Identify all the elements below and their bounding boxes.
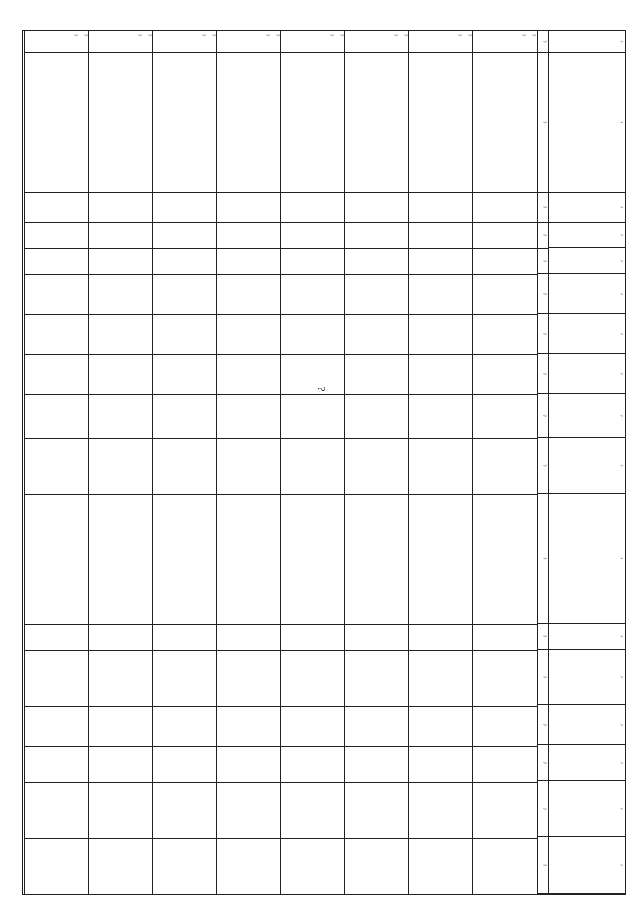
column-divider xyxy=(89,354,153,355)
column-divider xyxy=(153,222,217,223)
column-number-cell: ? xyxy=(538,53,548,193)
column-divider xyxy=(25,52,89,53)
column-divider xyxy=(153,314,217,315)
capital-repair-table xyxy=(22,30,626,895)
column-divider xyxy=(25,706,89,707)
column-divider xyxy=(409,314,473,315)
column-divider xyxy=(217,438,281,439)
column-divider xyxy=(89,394,153,395)
column-number-cell: ? xyxy=(538,745,548,781)
column-number-cell: ? xyxy=(538,31,548,53)
column-divider xyxy=(281,838,345,839)
column-divider xyxy=(345,438,409,439)
header-cell: ? xyxy=(549,745,625,781)
row-group-subtitle: ? xyxy=(200,34,205,37)
column-divider xyxy=(89,650,153,651)
table-row-group xyxy=(216,31,281,894)
table-header-row xyxy=(548,31,625,894)
column-divider xyxy=(153,274,217,275)
column-divider xyxy=(25,438,89,439)
table-row-group xyxy=(24,31,89,894)
column-number-cell: ? xyxy=(538,438,548,494)
column-divider xyxy=(281,746,345,747)
column-divider xyxy=(473,494,537,495)
column-divider xyxy=(153,354,217,355)
column-divider xyxy=(409,438,473,439)
table-column-number-row xyxy=(537,31,548,894)
column-divider xyxy=(25,354,89,355)
column-divider xyxy=(345,248,409,249)
column-divider xyxy=(345,192,409,193)
column-divider xyxy=(217,314,281,315)
header-cell: ? xyxy=(549,274,625,314)
column-divider xyxy=(89,706,153,707)
column-divider xyxy=(89,248,153,249)
column-divider xyxy=(409,394,473,395)
column-divider xyxy=(217,782,281,783)
column-number-cell: ? xyxy=(538,494,548,624)
column-divider xyxy=(25,314,89,315)
column-divider xyxy=(153,838,217,839)
column-number-cell: ? xyxy=(538,314,548,354)
column-divider xyxy=(473,650,537,651)
header-cell: ? xyxy=(549,781,625,837)
header-cell: ? xyxy=(549,314,625,354)
column-divider xyxy=(89,222,153,223)
column-divider xyxy=(153,248,217,249)
column-divider xyxy=(217,650,281,651)
column-divider xyxy=(217,274,281,275)
column-divider xyxy=(89,274,153,275)
column-divider xyxy=(153,192,217,193)
column-divider xyxy=(153,624,217,625)
header-cell: ? xyxy=(549,53,625,193)
column-divider xyxy=(217,192,281,193)
column-divider xyxy=(409,782,473,783)
column-divider xyxy=(89,192,153,193)
column-divider xyxy=(217,52,281,53)
header-cell: ? xyxy=(549,494,625,624)
column-divider xyxy=(281,782,345,783)
column-divider xyxy=(409,222,473,223)
table-row-group xyxy=(280,31,345,894)
page-number: ? xyxy=(315,386,327,392)
column-divider xyxy=(345,314,409,315)
column-divider xyxy=(345,52,409,53)
column-divider xyxy=(409,746,473,747)
header-cell: ? xyxy=(549,705,625,745)
row-group-subtitle: ? xyxy=(520,34,525,37)
column-number-cell: ? xyxy=(538,354,548,394)
column-divider xyxy=(473,706,537,707)
header-cell: ? xyxy=(549,438,625,494)
column-divider xyxy=(217,354,281,355)
column-divider xyxy=(89,782,153,783)
column-divider xyxy=(473,624,537,625)
header-cell: ? xyxy=(549,31,625,53)
column-divider xyxy=(473,838,537,839)
table-row-group xyxy=(472,31,537,894)
column-divider xyxy=(345,706,409,707)
header-cell: ? xyxy=(549,650,625,706)
column-number-cell: ? xyxy=(538,705,548,745)
column-divider xyxy=(153,782,217,783)
column-divider xyxy=(89,52,153,53)
row-group-title: ? xyxy=(146,34,151,37)
column-divider xyxy=(473,248,537,249)
column-number-cell: ? xyxy=(538,624,548,650)
column-divider xyxy=(89,438,153,439)
column-number-cell: ? xyxy=(538,249,548,275)
column-divider xyxy=(345,650,409,651)
row-group-subtitle: ? xyxy=(328,34,333,37)
column-divider xyxy=(153,650,217,651)
header-cell: ? xyxy=(549,837,625,894)
column-divider xyxy=(217,838,281,839)
column-divider xyxy=(153,494,217,495)
column-divider xyxy=(217,394,281,395)
column-divider xyxy=(153,438,217,439)
column-divider xyxy=(25,222,89,223)
column-divider xyxy=(473,314,537,315)
column-divider xyxy=(217,222,281,223)
column-number-cell: ? xyxy=(538,650,548,706)
header-cell: ? xyxy=(549,193,625,223)
column-divider xyxy=(473,192,537,193)
column-divider xyxy=(281,650,345,651)
row-group-subtitle: ? xyxy=(136,34,141,37)
header-cell: ? xyxy=(549,354,625,394)
column-number-cell: ? xyxy=(538,274,548,314)
column-divider xyxy=(409,624,473,625)
row-group-title: ? xyxy=(466,34,471,37)
column-divider xyxy=(473,222,537,223)
column-divider xyxy=(153,746,217,747)
table-row-group xyxy=(408,31,473,894)
row-group-title: ? xyxy=(338,34,343,37)
row-group-title: ? xyxy=(530,34,535,37)
column-divider xyxy=(153,706,217,707)
column-divider xyxy=(345,394,409,395)
column-divider xyxy=(409,192,473,193)
column-divider xyxy=(345,746,409,747)
header-cell: ? xyxy=(549,394,625,438)
column-divider xyxy=(281,706,345,707)
column-divider xyxy=(281,624,345,625)
column-divider xyxy=(345,838,409,839)
row-group-subtitle: ? xyxy=(72,34,77,37)
column-divider xyxy=(409,838,473,839)
column-divider xyxy=(89,494,153,495)
column-divider xyxy=(473,782,537,783)
column-divider xyxy=(409,494,473,495)
header-cell: ? xyxy=(549,223,625,249)
column-divider xyxy=(217,706,281,707)
column-divider xyxy=(25,248,89,249)
column-divider xyxy=(345,782,409,783)
column-divider xyxy=(409,52,473,53)
header-cell: ? xyxy=(549,624,625,650)
column-divider xyxy=(345,274,409,275)
column-divider xyxy=(473,52,537,53)
column-divider xyxy=(217,624,281,625)
column-divider xyxy=(409,248,473,249)
row-group-subtitle: ? xyxy=(264,34,269,37)
column-divider xyxy=(409,650,473,651)
column-divider xyxy=(217,248,281,249)
row-group-title: ? xyxy=(210,34,215,37)
column-divider xyxy=(217,746,281,747)
column-divider xyxy=(25,746,89,747)
column-number-cell: ? xyxy=(538,394,548,438)
row-group-subtitle: ? xyxy=(456,34,461,37)
column-divider xyxy=(345,494,409,495)
column-divider xyxy=(281,438,345,439)
column-divider xyxy=(89,314,153,315)
column-number-cell: ? xyxy=(538,781,548,837)
column-divider xyxy=(89,746,153,747)
column-divider xyxy=(153,394,217,395)
row-group-title: ? xyxy=(82,34,87,37)
column-divider xyxy=(281,354,345,355)
column-divider xyxy=(217,494,281,495)
column-divider xyxy=(25,274,89,275)
row-group-title: ? xyxy=(402,34,407,37)
column-divider xyxy=(281,248,345,249)
column-divider xyxy=(473,354,537,355)
column-divider xyxy=(281,494,345,495)
column-divider xyxy=(25,650,89,651)
column-divider xyxy=(409,274,473,275)
column-divider xyxy=(25,838,89,839)
column-divider xyxy=(281,274,345,275)
column-divider xyxy=(473,746,537,747)
column-divider xyxy=(409,706,473,707)
table-row-group xyxy=(344,31,409,894)
column-divider xyxy=(25,624,89,625)
column-divider xyxy=(281,394,345,395)
column-divider xyxy=(281,192,345,193)
column-divider xyxy=(281,222,345,223)
column-divider xyxy=(89,838,153,839)
column-number-cell: ? xyxy=(538,223,548,249)
column-divider xyxy=(281,314,345,315)
table-row-group xyxy=(88,31,153,894)
column-divider xyxy=(345,222,409,223)
column-divider xyxy=(25,192,89,193)
column-divider xyxy=(473,438,537,439)
column-divider xyxy=(473,394,537,395)
column-divider xyxy=(25,394,89,395)
column-divider xyxy=(345,354,409,355)
column-divider xyxy=(25,782,89,783)
table-row-group xyxy=(152,31,217,894)
column-divider xyxy=(153,52,217,53)
header-cell: ? xyxy=(549,248,625,274)
column-divider xyxy=(473,274,537,275)
column-divider xyxy=(281,52,345,53)
column-divider xyxy=(345,624,409,625)
row-group-title: ? xyxy=(274,34,279,37)
row-group-subtitle: ? xyxy=(392,34,397,37)
column-number-cell: ? xyxy=(538,193,548,223)
column-divider xyxy=(25,494,89,495)
column-divider xyxy=(409,354,473,355)
table-body xyxy=(23,31,537,894)
column-divider xyxy=(89,624,153,625)
column-number-cell: ? xyxy=(538,837,548,894)
